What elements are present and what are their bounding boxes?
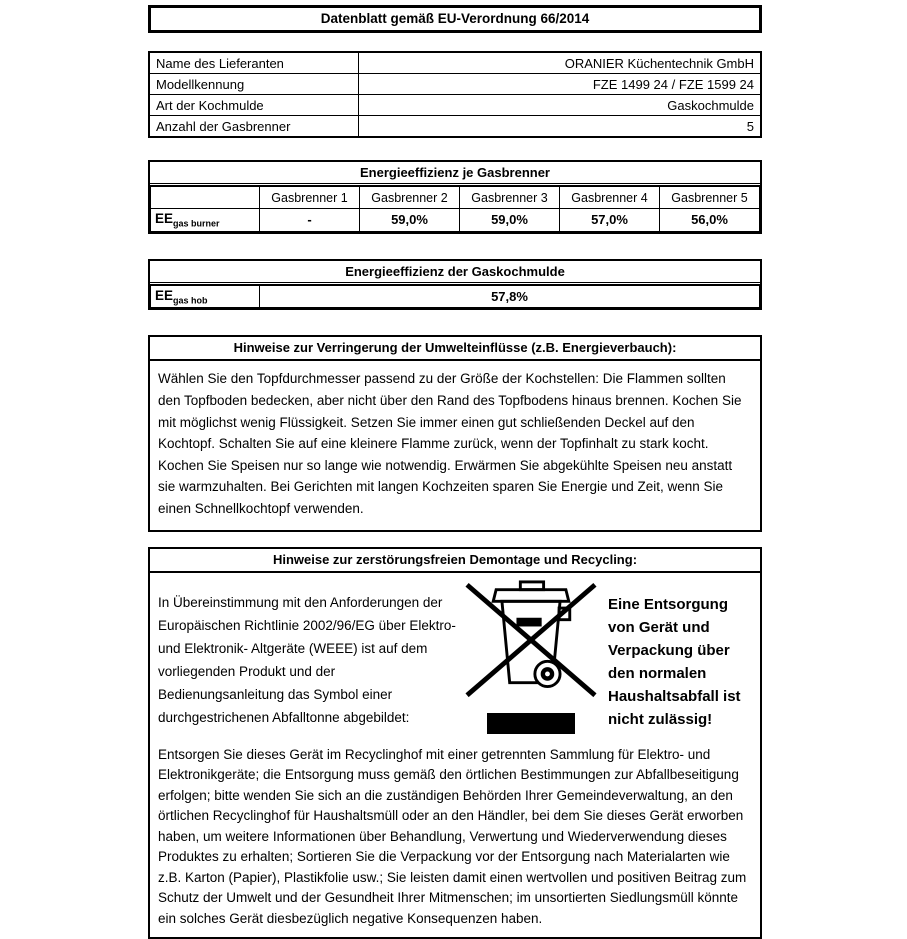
burner-table-grid	[150, 186, 760, 232]
burner-efficiency-table	[148, 160, 762, 234]
weee-crossed-out-wheelie-bin-icon	[463, 579, 599, 708]
efficiency-value: 59,0%	[360, 209, 460, 232]
weee-symbol-column	[460, 579, 602, 734]
info-label: Modellkennung	[149, 74, 359, 95]
datasheet-page	[148, 5, 762, 939]
efficiency-value: 56,0%	[660, 209, 760, 232]
disposal-warning-text: Eine Entsorgung von Gerät und Verpackung über den normalen Haushaltsabfall ist nicht zulässig!	[608, 595, 741, 728]
table-row	[151, 285, 760, 308]
environment-section-body: Wählen Sie den Topfdurchmesser passend zu der Größe der Kochstellen: Die Flammen sollten den Topfboden bedecken, aber nicht über den Rand des Topfbodens hinaus brennen. Kochen Sie mit möglichst wenig Flüssigkeit. Setzen Sie immer einen gut schließenden Deckel auf den Kochtopf. Schalten Sie auf eine kleinere Flamme zurück, wenn der Topfinhalt zu stark kocht. Kochen Sie Speisen nur so lange wie notwendig. Erwärmen Sie abgekühlte Speisen neu anstatt sie warmzuhalten. Bei Gerichten mit langen Kochzeiten sparen Sie Energie und Zeit, wenn Sie einen Schnellkochtopf verwenden.	[158, 371, 742, 516]
info-label: Name des Lieferanten	[149, 52, 359, 74]
info-label: Art der Kochmulde	[149, 95, 359, 116]
info-value: Gaskochmulde	[359, 95, 762, 116]
table-row	[149, 52, 761, 74]
table-row	[151, 209, 760, 232]
burner-table-title: Energieeffizienz je Gasbrenner	[150, 162, 760, 186]
efficiency-value: -	[260, 209, 360, 232]
efficiency-value: 59,0%	[460, 209, 560, 232]
environment-notes-section	[148, 335, 762, 531]
table-row	[149, 74, 761, 95]
supplier-info-table	[148, 51, 762, 138]
info-value: ORANIER Küchentechnik GmbH	[359, 52, 762, 74]
hob-table-title: Energieeffizienz der Gaskochmulde	[150, 261, 760, 285]
page-title: Datenblatt gemäß EU-Verordnung 66/2014	[148, 5, 762, 33]
column-header: Gasbrenner 2	[360, 187, 460, 209]
recycling-section-title: Hinweise zur zerstörungsfreien Demontage und Recycling:	[150, 549, 760, 573]
column-header: Gasbrenner 5	[660, 187, 760, 209]
column-header: Gasbrenner 3	[460, 187, 560, 209]
column-header: Gasbrenner 4	[560, 187, 660, 209]
hob-efficiency-table	[148, 259, 762, 311]
recycling-notes-section	[148, 547, 762, 939]
efficiency-value: 57,0%	[560, 209, 660, 232]
recycling-section-body: Entsorgen Sie dieses Gerät im Recyclinghof mit einer getrennten Sammlung für Elektro- und Elektronikgeräte; die Entsorgung muss gemäß den örtlichen Bestimmungen zur Abfallbeseitigung erfolgen; bitte wenden Sie sich an die zuständigen Behörden Ihrer Gemeindeverwaltung, an den örtlichen Recyclinghof für Haushaltsmüll oder an den Händler, bei dem Sie dieses Gerät erworben haben, um weitere Informationen über Behandlung, Verwertung und Wiederverwendung dieses Produktes zu erhalten; Sortieren Sie die Verpackung vor der Entsorgung nach Materialarten wie z.B. Karton (Papier), Plastikfolie usw.; Sie leisten damit einen wertvollen und positiven Beitrag zum Schutz der Umwelt und der Gesundheit Ihrer Mitmenschen; im unsortierten Siedlungsmüll könnte ein solches Gerät diesbezüglich negative Konsequenzen haben.	[158, 746, 747, 926]
column-header: Gasbrenner 1	[260, 187, 360, 209]
weee-black-bar	[487, 713, 575, 734]
info-value: 5	[359, 116, 762, 138]
table-header-row	[151, 187, 760, 209]
empty-header-cell	[151, 187, 260, 209]
hob-table-grid	[150, 285, 760, 309]
weee-intro-text: In Übereinstimmung mit den Anforderungen der Europäischen Richtlinie 2002/96/EG über Elektro- und Elektronik- Altgeräte (WEEE) ist auf dem vorliegenden Produkt und der Bedienungsanleitung das Symbol einer durchgestrichenen Abfalltonne abgebildet:	[158, 594, 456, 725]
table-row	[149, 95, 761, 116]
table-row	[149, 116, 761, 138]
ee-gas-burner-label: $EE_{gas burner}$	[151, 209, 260, 232]
recycling-top-area	[150, 573, 760, 734]
info-label: Anzahl der Gasbrenner	[149, 116, 359, 138]
ee-gas-hob-label: $EE_{gas hob}$	[151, 285, 260, 308]
hob-efficiency-value: 57,8%	[260, 285, 760, 308]
info-value: FZE 1499 24 / FZE 1599 24	[359, 74, 762, 95]
environment-section-title: Hinweise zur Verringerung der Umwelteinflüsse (z.B. Energieverbauch):	[150, 337, 760, 361]
